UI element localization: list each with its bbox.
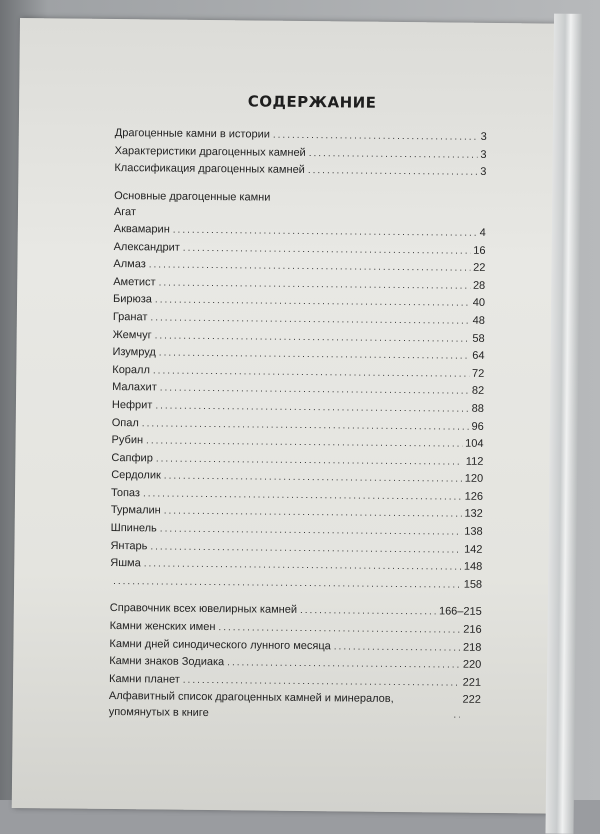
toc-group-intro	[114, 125, 487, 182]
toc-leader-dots	[160, 522, 462, 542]
toc-leader-dots	[143, 486, 462, 506]
toc-leader-dots	[227, 655, 460, 674]
toc-entry-label: Сапфир	[111, 451, 153, 465]
toc-entry-label: Характеристики драгоценных камней	[114, 144, 306, 159]
toc-entry	[109, 688, 481, 724]
toc-entry-label: Яшма	[110, 557, 141, 570]
toc-entry-page: 142	[464, 543, 483, 556]
toc-entry-label: Турмалин	[110, 504, 161, 517]
toc-leader-dots	[156, 451, 463, 471]
toc-entry-page: 82	[471, 385, 485, 398]
toc-entry-page: 148	[463, 560, 483, 574]
toc-entry-label: Аквамарин	[113, 222, 170, 236]
toc-entry-label: Камни женских имен	[109, 620, 216, 634]
toc-entry-page: 104	[465, 437, 484, 450]
toc-leader-dots	[144, 557, 461, 577]
toc-group-main-stones	[110, 188, 486, 595]
toc-entry-page: 3	[480, 130, 487, 143]
toc-entry-label: Изумруд	[112, 346, 156, 359]
toc-entry-label: Бирюза	[112, 293, 153, 306]
toc-entry-page: 58	[472, 332, 485, 345]
toc-entry-page: 112	[465, 455, 484, 468]
toc-entry-label: Классификация драгоценных камней	[114, 162, 305, 177]
toc-entry-label: Жемчуг	[112, 328, 152, 341]
toc-leader-dots	[155, 398, 468, 418]
toc-leader-dots	[150, 310, 469, 330]
toc-leader-dots	[150, 539, 461, 559]
toc-entry-label: Агат	[113, 206, 137, 219]
toc-leader-dots	[146, 433, 462, 453]
toc-leader-dots	[113, 574, 461, 594]
toc-entry-label: Сердолик	[111, 469, 161, 482]
toc-entry-page: 166–215	[438, 605, 482, 619]
toc-entry-page: 16	[473, 244, 486, 257]
toc-leader-dots	[159, 346, 470, 366]
toc-leader-dots	[308, 163, 478, 181]
toc-entry-label: Драгоценные камни в истории	[114, 126, 270, 141]
toc-entry-label: Нефрит	[111, 398, 153, 412]
toc-entry-page: 3	[480, 148, 487, 161]
toc-entry-page: 158	[463, 578, 483, 591]
toc-entry-label: Рубин	[111, 434, 144, 447]
toc-title: СОДЕРЖАНИЕ	[247, 92, 377, 112]
toc-entry-label: Опал	[111, 416, 139, 429]
toc-entry-label: Янтарь	[110, 539, 148, 553]
toc-entry-label: Камни дней синодического лунного месяца	[109, 637, 331, 652]
toc-entry-label: Коралл	[112, 363, 150, 377]
book-page	[12, 18, 568, 814]
toc-entry-page: 96	[471, 420, 484, 433]
toc-entry-page: 3	[480, 166, 487, 179]
toc-leader-dots	[142, 416, 469, 436]
toc-entry-page: 138	[464, 525, 483, 538]
toc-leader-dots	[155, 293, 470, 313]
toc-entry-label: Камни знаков Зодиака	[109, 655, 225, 669]
toc-leader-dots	[183, 240, 471, 260]
toc-entry-label: Гранат	[112, 310, 148, 324]
toc-leader-dots	[155, 328, 470, 348]
toc-leader-dots	[334, 639, 460, 657]
toc-entry-label: Алфавитный список драгоценных камней и минералов, упомянутых в книге	[108, 690, 394, 720]
toc-entry-page: 72	[471, 367, 485, 380]
toc-leader-dots	[164, 504, 462, 524]
toc-entry-page: 22	[473, 261, 486, 275]
toc-entry-page: 218	[463, 641, 482, 654]
toc-entry-label: Александрит	[113, 240, 180, 254]
toc-leader-dots	[159, 275, 471, 295]
toc-entry-page: 48	[472, 314, 485, 327]
toc-leader-dots	[300, 603, 436, 621]
toc-leader-dots	[164, 469, 462, 489]
toc-entry-label: Топаз	[110, 486, 141, 500]
toc-leader-dots	[153, 363, 469, 383]
table-of-contents	[109, 91, 488, 734]
toc-leader-dots	[453, 707, 459, 724]
toc-leader-dots	[173, 223, 477, 243]
toc-entry-page: 222	[462, 694, 481, 707]
toc-entry-page: 40	[472, 297, 486, 310]
toc-entry-label: Основные драгоценные камни	[114, 189, 271, 204]
toc-entry-page: 4	[479, 226, 486, 239]
toc-leader-dots	[160, 381, 469, 401]
toc-leader-dots	[149, 258, 471, 278]
toc-entry-page: 220	[462, 658, 482, 672]
toc-group-reference	[109, 600, 482, 724]
toc-entry-page: 64	[472, 349, 485, 363]
toc-entry-label: Алмаз	[113, 258, 146, 271]
toc-entry-label: Малахит	[112, 381, 157, 394]
toc-entry-page: 88	[471, 402, 484, 415]
toc-entry-page: 132	[464, 508, 483, 521]
toc-entry-page: 126	[464, 490, 484, 503]
toc-entry-page: 120	[464, 472, 484, 486]
toc-entry-label: Справочник всех ювелирных камней	[109, 602, 298, 617]
toc-entry-page: 216	[463, 623, 482, 636]
toc-entry-label: Шпинель	[110, 522, 157, 535]
toc-entry-page: 221	[462, 676, 482, 689]
toc-entry-label: Камни планет	[109, 672, 180, 686]
toc-leader-dots	[309, 146, 478, 164]
toc-entry-page: 28	[472, 279, 486, 292]
toc-entry-label: Аметист	[113, 275, 156, 289]
